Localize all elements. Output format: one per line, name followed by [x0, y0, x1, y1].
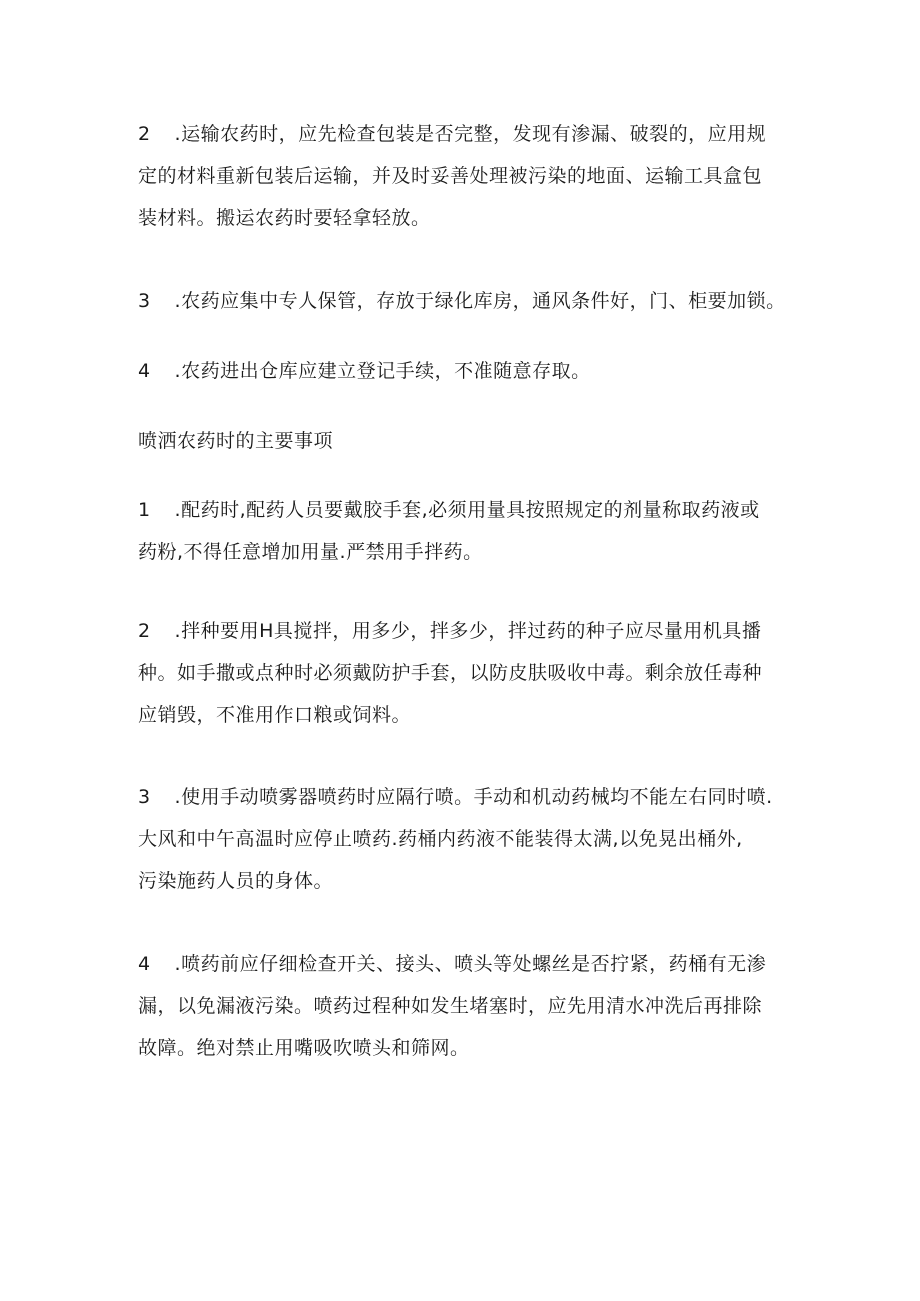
line-text: .农药应集中专人保管，存放于绿化库房，通风条件好，门、柜要加锁。 [168, 290, 786, 312]
paragraph-line [138, 943, 818, 985]
paragraph-line [138, 489, 818, 531]
paragraph-line: 种。如手撒或点种时必须戴防护手套，以防皮肤吸收中毒。剩余放任毒种 [138, 662, 763, 684]
item-number: 2 [138, 620, 151, 642]
paragraph-line: 污染施药人员的身体。 [138, 870, 334, 892]
paragraph-line: 大风和中午高温时应停止喷药.药桶内药液不能装得太满,以免晃出桶外, [138, 828, 743, 850]
paragraph-line [138, 350, 818, 392]
item-number: 1 [138, 499, 151, 521]
heading-text: 喷洒农药时的主要事项 [138, 430, 334, 452]
section-heading [138, 420, 818, 462]
item-number: 3 [138, 290, 151, 312]
paragraph-line [138, 610, 818, 652]
paragraph-registration [138, 350, 818, 392]
line-text: .配药时,配药人员要戴胶手套,必须用量具按照规定的剂量称取药液或 [168, 499, 760, 521]
item-number: 4 [138, 360, 151, 382]
paragraph-line: 装材料。搬运农药时要轻拿轻放。 [138, 207, 431, 229]
paragraph-mixing [138, 489, 818, 573]
paragraph-line [138, 776, 818, 818]
line-text: .运输农药时，应先检查包装是否完整，发现有渗漏、破裂的，应用规 [168, 123, 767, 145]
paragraph-line: 故障。绝对禁止用嘴吸吹喷头和筛网。 [138, 1037, 470, 1059]
paragraph-storage [138, 280, 818, 322]
paragraph-line: 应销毁，不准用作口粮或饲料。 [138, 704, 412, 726]
line-text: .使用手动喷雾器喷药时应隔行喷。手动和机动药械均不能左右同时喷. [168, 786, 773, 808]
item-number: 2 [138, 123, 151, 145]
item-number: 3 [138, 786, 151, 808]
paragraph-line [138, 113, 818, 155]
line-text: .拌种要用H具搅拌，用多少，拌多少，拌过药的种子应尽量用机具播 [168, 620, 762, 642]
paragraph-spraying [138, 776, 818, 902]
paragraph-transport [138, 113, 818, 239]
line-text: .农药进出仓库应建立登记手续，不准随意存取。 [168, 360, 591, 382]
paragraph-line: 漏，以免漏液污染。喷药过程种如发生堵塞时，应先用清水冲洗后再排除 [138, 995, 763, 1017]
paragraph-inspection [138, 943, 818, 1069]
paragraph-seed [138, 610, 818, 736]
line-text: .喷药前应仔细检查开关、接头、喷头等处螺丝是否拧紧，药桶有无渗 [168, 953, 767, 975]
paragraph-line: 药粉,不得任意增加用量.严禁用手拌药。 [138, 541, 483, 563]
paragraph-line: 定的材料重新包装后运输，并及时妥善处理被污染的地面、运输工具盒包 [138, 165, 763, 187]
paragraph-line [138, 280, 818, 322]
item-number: 4 [138, 953, 151, 975]
